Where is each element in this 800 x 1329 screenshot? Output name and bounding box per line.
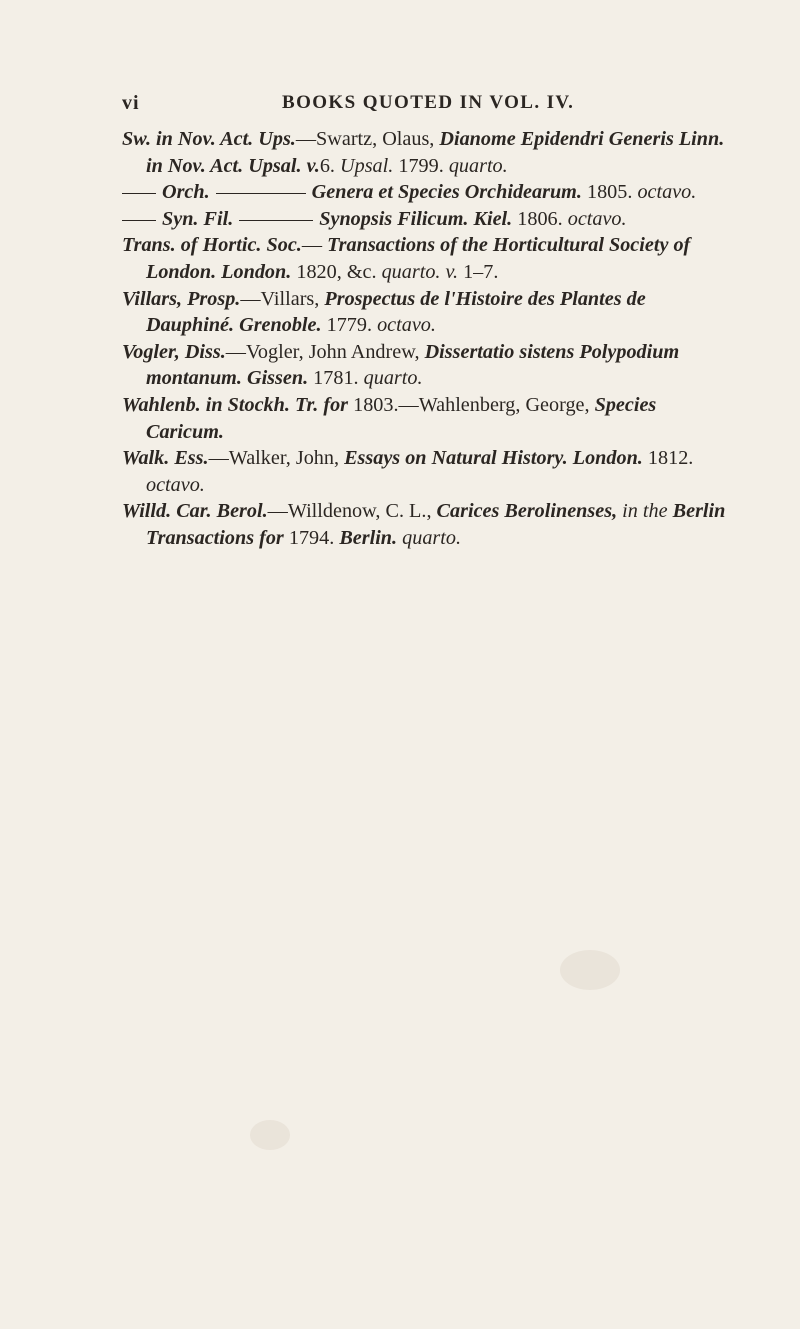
running-title: BOOKS QUOTED IN VOL. IV.: [282, 92, 575, 113]
bibliography-entry: Vogler, Diss.—Vogler, John Andrew, Dissertatio sistens Polypodium montanum. Gissen. 1781. quarto.: [122, 340, 680, 390]
page-header: [122, 88, 727, 118]
page-number: vi: [122, 92, 140, 114]
bibliography-list: [122, 126, 734, 552]
ditto-dash: [122, 220, 156, 221]
bibliography-entry: Wahlenb. in Stockh. Tr. for 1803.—Wahlenberg, George, Species Caricum.: [122, 393, 657, 443]
bibliography-entry: Syn. Fil. Synopsis Filicum. Kiel. 1806. octavo.: [122, 206, 734, 233]
ditto-dash: [122, 193, 156, 194]
ditto-dash: [216, 193, 306, 194]
paper-stain: [560, 950, 620, 990]
bibliography-entry: Sw. in Nov. Act. Ups.—Swartz, Olaus, Dianome Epidendri Generis Linn. in Nov. Act. Upsal. v.6. Upsal. 1799. quarto.: [122, 128, 725, 177]
bibliography-entry: Walk. Ess.—Walker, John, Essays on Natural History. London. 1812. octavo.: [122, 447, 694, 496]
paper-stain: [250, 1120, 290, 1150]
bibliography-entry: Trans. of Hortic. Soc.— Transactions of the Horticultural Society of London. London. 1820, &c. quarto. v. 1–7.: [122, 234, 691, 283]
bibliography-entry: Orch. Genera et Species Orchidearum. 1805. octavo.: [122, 179, 734, 206]
ditto-dash: [239, 220, 313, 221]
bibliography-entry: Willd. Car. Berol.—Willdenow, C. L., Carices Berolinenses, in the Berlin Transactions for 1794. Berlin. quarto.: [122, 500, 726, 549]
bibliography-entry: Villars, Prosp.—Villars, Prospectus de l'Histoire des Plantes de Dauphiné. Grenoble. 1779. octavo.: [122, 287, 646, 337]
